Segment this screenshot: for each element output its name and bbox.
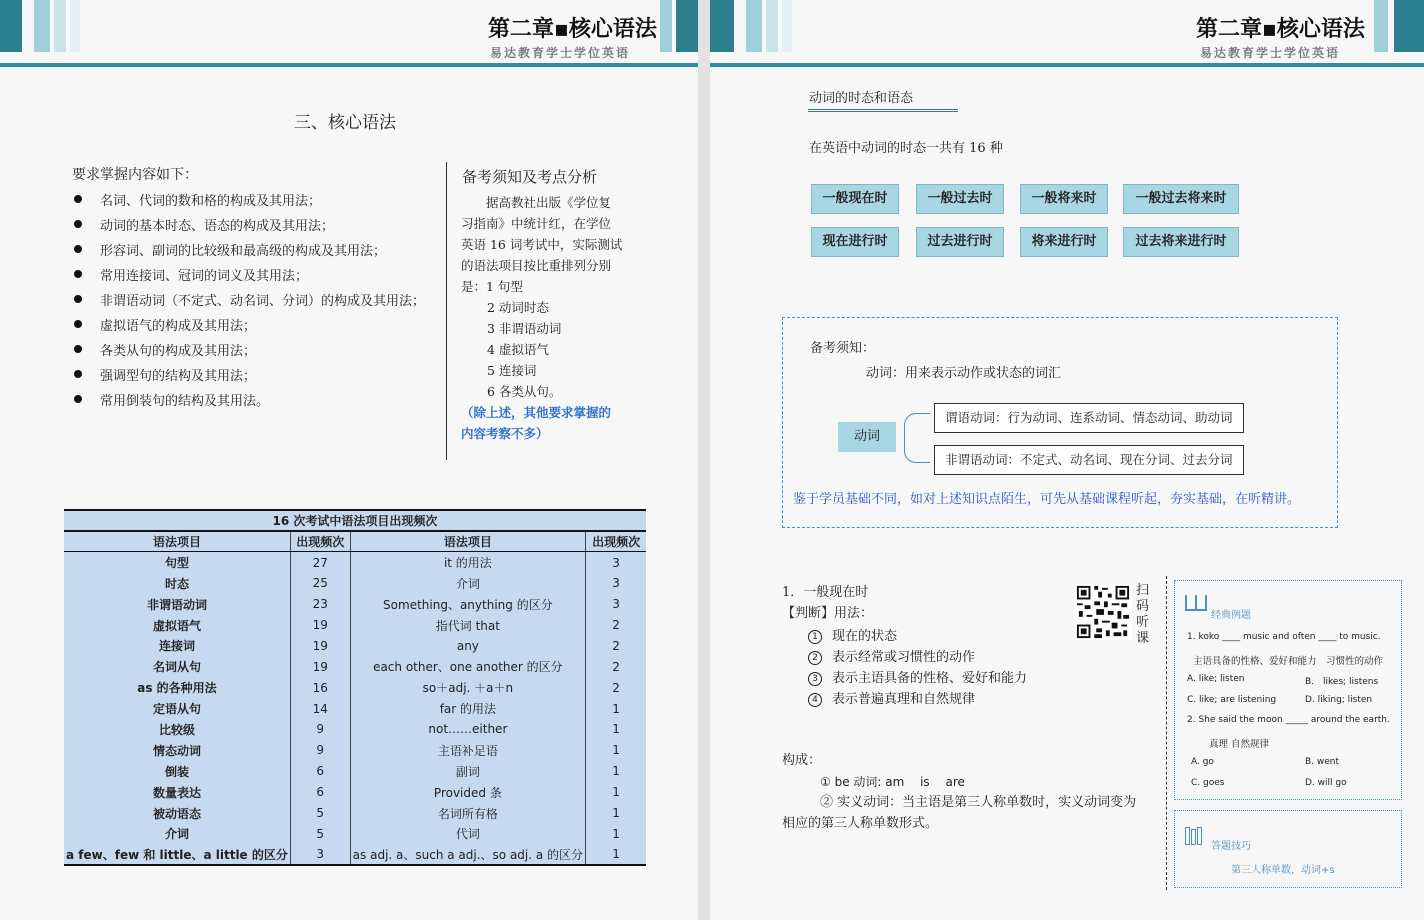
formation-heading: 构成： bbox=[782, 753, 822, 768]
requirement-item bbox=[72, 315, 425, 340]
usage-heading: 【判断】用法： bbox=[782, 606, 874, 621]
table-cell: 时态 bbox=[164, 576, 189, 591]
requirements-heading: 要求掌握内容如下： bbox=[72, 167, 198, 183]
number-badge: 4 bbox=[808, 693, 822, 707]
nonfinite-verb-category: 非谓语动词：不定式、动名词、现在分词、过去分词 bbox=[934, 445, 1244, 475]
table-cell: Provided 条 bbox=[350, 782, 586, 803]
example-option: C. goes bbox=[1191, 778, 1225, 788]
table-cell: it 的用法 bbox=[350, 552, 586, 573]
table-row bbox=[64, 782, 646, 803]
table-cell: 9 bbox=[290, 740, 350, 761]
example-option: A. like; listen bbox=[1187, 674, 1245, 684]
table-cell: 19 bbox=[290, 635, 350, 656]
table-cell: 23 bbox=[290, 594, 350, 615]
analysis-line: 习指南》中统计红，在学位 bbox=[461, 216, 612, 231]
analysis-item: 5 连接词 bbox=[487, 363, 537, 378]
frequency-table bbox=[64, 509, 646, 866]
bullet-icon bbox=[74, 270, 82, 278]
table-cell: as adj. a、such a adj.、so adj. a 的区分 bbox=[350, 844, 586, 865]
table-cell: 1 bbox=[586, 782, 646, 803]
table-cell: 名词所有格 bbox=[350, 803, 586, 824]
exam-notes-heading: 备考须知： bbox=[810, 341, 876, 356]
table-cell: 27 bbox=[290, 552, 350, 573]
example-question: 1. koko ____ music and often ____ to music. bbox=[1187, 632, 1381, 642]
table-cell: 句型 bbox=[164, 556, 189, 571]
table-cell: 16 bbox=[290, 677, 350, 698]
topic-title: 动词的时态和语态 bbox=[809, 91, 914, 106]
header-title: 第二章▪核心语法 bbox=[1196, 17, 1365, 42]
page-header bbox=[710, 0, 1424, 70]
table-cell: 介词 bbox=[164, 827, 189, 842]
table-row bbox=[64, 698, 646, 719]
verb-label: 动词 bbox=[838, 422, 896, 452]
table-row bbox=[64, 740, 646, 761]
usage-text: 表示普遍真理和自然规律 bbox=[832, 692, 976, 707]
requirement-item bbox=[72, 190, 425, 215]
table-cell: not……either bbox=[350, 719, 586, 740]
usage-list bbox=[808, 626, 1027, 710]
table-cell: 2 bbox=[586, 635, 646, 656]
table-cell: 3 bbox=[586, 573, 646, 594]
table-cell: 介词 bbox=[350, 573, 586, 594]
column-divider bbox=[446, 162, 447, 460]
analysis-body bbox=[461, 192, 633, 444]
table-row bbox=[64, 677, 646, 698]
qr-caption: 扫码听课 bbox=[1136, 583, 1150, 646]
table-cell: 6 bbox=[290, 761, 350, 782]
table-cell: 2 bbox=[586, 615, 646, 636]
table-caption: 16 次考试中语法项目出现频次 bbox=[64, 510, 646, 531]
requirement-item bbox=[72, 390, 425, 415]
table-cell: 25 bbox=[290, 573, 350, 594]
requirement-item bbox=[72, 240, 425, 265]
table-cell: 1 bbox=[586, 719, 646, 740]
table-header: 出现频次 bbox=[290, 531, 350, 552]
finite-verb-category: 谓语动词：行为动词、连系动词、情态动词、助动词 bbox=[934, 403, 1244, 433]
table-cell: 3 bbox=[290, 844, 350, 865]
example-panel bbox=[1174, 580, 1402, 800]
formation-verb-cont: 相应的第三人称单数形式。 bbox=[782, 816, 939, 831]
table-row bbox=[64, 761, 646, 782]
brace-connector bbox=[904, 413, 930, 463]
table-cell: 虚拟语气 bbox=[152, 618, 201, 633]
table-row bbox=[64, 823, 646, 844]
analysis-heading: 备考须知及考点分析 bbox=[462, 168, 598, 186]
number-badge: 3 bbox=[808, 672, 822, 686]
analysis-item: 3 非谓语动词 bbox=[487, 321, 562, 336]
table-cell: 1 bbox=[586, 803, 646, 824]
number-badge: 1 bbox=[808, 630, 822, 644]
tense-box: 一般现在时 bbox=[811, 184, 899, 214]
table-cell: 数量表达 bbox=[152, 785, 201, 800]
table-cell: 6 bbox=[290, 782, 350, 803]
analysis-line: 的语法项目按比重排列分别 bbox=[461, 258, 612, 273]
right-page bbox=[710, 0, 1424, 920]
table-row bbox=[64, 635, 646, 656]
table-cell: 1 bbox=[586, 823, 646, 844]
requirement-text: 名词、代词的数和格的构成及其用法； bbox=[100, 194, 322, 209]
bullet-icon bbox=[74, 195, 82, 203]
tense-box: 一般过去时 bbox=[916, 184, 1004, 214]
bullet-icon bbox=[74, 220, 82, 228]
requirement-text: 非谓语动词（不定式、动名词、分词）的构成及其用法； bbox=[100, 294, 426, 309]
analysis-item: 2 动词时态 bbox=[487, 300, 549, 315]
tense-box: 一般将来时 bbox=[1020, 184, 1108, 214]
tip-text: 第三人称单数，动词+s bbox=[1231, 865, 1335, 876]
example-option: B． likes; listens bbox=[1305, 677, 1379, 687]
table-cell: as 的各种用法 bbox=[137, 681, 217, 696]
table-header: 语法项目 bbox=[64, 531, 290, 552]
tense-box: 过去进行时 bbox=[916, 227, 1004, 257]
bullet-icon bbox=[74, 395, 82, 403]
table-cell: 3 bbox=[586, 552, 646, 573]
simple-present-heading: 1．一般现在时 bbox=[782, 585, 869, 600]
table-row bbox=[64, 594, 646, 615]
table-cell: 代词 bbox=[350, 823, 586, 844]
formation-verb: ② 实义动词：当主语是第三人称单数时，实义动词变为 bbox=[820, 795, 1137, 810]
tip-title: 答题技巧 bbox=[1211, 841, 1251, 852]
usage-text: 表示经常或习惯性的动作 bbox=[832, 650, 976, 665]
table-cell: Something、anything 的区分 bbox=[350, 594, 586, 615]
analysis-item: 6 各类从句。 bbox=[487, 384, 562, 399]
usage-text: 现在的状态 bbox=[832, 629, 898, 644]
table-cell: 名词从句 bbox=[152, 660, 201, 675]
table-row bbox=[64, 719, 646, 740]
table-cell: a few、few 和 little、a little 的区分 bbox=[64, 844, 290, 865]
table-cell: so＋adj. ＋a＋n bbox=[350, 677, 586, 698]
table-row bbox=[64, 656, 646, 677]
table-row bbox=[64, 803, 646, 824]
example-option: A. go bbox=[1191, 757, 1214, 767]
usage-item bbox=[808, 647, 1027, 668]
requirement-text: 常用连接词、冠词的词义及其用法； bbox=[100, 269, 309, 284]
table-cell: 19 bbox=[290, 615, 350, 636]
table-cell: far 的用法 bbox=[350, 698, 586, 719]
table-cell: any bbox=[350, 635, 586, 656]
requirement-item bbox=[72, 365, 425, 390]
requirement-text: 形容词、副词的比较级和最高级的构成及其用法； bbox=[100, 244, 387, 259]
table-cell: 1 bbox=[586, 698, 646, 719]
requirement-item bbox=[72, 340, 425, 365]
tense-box: 将来进行时 bbox=[1020, 227, 1108, 257]
table-cell: 主语补足语 bbox=[350, 740, 586, 761]
section-title: 三、核心语法 bbox=[294, 113, 396, 133]
table-cell: 14 bbox=[290, 698, 350, 719]
requirement-text: 常用倒装句的结构及其用法。 bbox=[100, 394, 270, 409]
header-subtitle: 易达教育学士学位英语 bbox=[490, 46, 631, 60]
bullet-icon bbox=[74, 295, 82, 303]
table-cell: 2 bbox=[586, 656, 646, 677]
usage-text: 表示主语具备的性格、爱好和能力 bbox=[832, 671, 1028, 686]
bullet-icon bbox=[74, 320, 82, 328]
analysis-line: 英语 16 词考试中，实际测试 bbox=[461, 237, 623, 252]
usage-item bbox=[808, 626, 1027, 647]
tense-intro: 在英语中动词的时态一共有 16 种 bbox=[809, 141, 1003, 156]
table-cell: 非谓语动词 bbox=[146, 597, 207, 612]
analysis-note: 内容考察不多） bbox=[461, 426, 549, 441]
table-row bbox=[64, 552, 646, 573]
table-row bbox=[64, 573, 646, 594]
table-cell: 5 bbox=[290, 823, 350, 844]
tense-box: 过去将来进行时 bbox=[1123, 227, 1239, 257]
number-badge: 2 bbox=[808, 651, 822, 665]
requirement-text: 动词的基本时态、语态的构成及其用法； bbox=[100, 219, 335, 234]
example-option: B. went bbox=[1305, 757, 1340, 767]
analysis-note: （除上述，其他要求掌握的 bbox=[461, 405, 612, 420]
example-question: 2. She said the moon _____ around the earth. bbox=[1187, 715, 1390, 725]
example-option: C. like; are listening bbox=[1187, 695, 1277, 705]
tip-panel bbox=[1174, 810, 1402, 888]
table-row bbox=[64, 844, 646, 865]
analysis-line: 据高教社出版《学位复 bbox=[461, 195, 612, 210]
bullet-icon bbox=[74, 370, 82, 378]
table-cell: 2 bbox=[586, 677, 646, 698]
analysis-item: 4 虚拟语气 bbox=[487, 342, 549, 357]
table-cell: 定语从句 bbox=[152, 702, 201, 717]
table-header: 语法项目 bbox=[350, 531, 586, 552]
table-cell: 1 bbox=[586, 761, 646, 782]
table-cell: each other、one another 的区分 bbox=[350, 656, 586, 677]
requirement-item bbox=[72, 215, 425, 240]
table-header: 出现频次 bbox=[586, 531, 646, 552]
tense-box: 一般过去将来时 bbox=[1123, 184, 1239, 214]
left-page bbox=[0, 0, 698, 920]
bullet-icon bbox=[74, 245, 82, 253]
requirement-text: 强调型句的结构及其用法； bbox=[100, 369, 257, 384]
book-icon bbox=[1185, 595, 1207, 611]
table-cell: 5 bbox=[290, 803, 350, 824]
table-cell: 连接词 bbox=[158, 639, 195, 654]
table-cell: 19 bbox=[290, 656, 350, 677]
table-cell: 被动语态 bbox=[152, 806, 201, 821]
header-subtitle: 易达教育学士学位英语 bbox=[1200, 46, 1341, 60]
usage-item bbox=[808, 689, 1027, 710]
table-cell: 倒装 bbox=[164, 764, 189, 779]
requirement-text: 虚拟语气的构成及其用法； bbox=[100, 319, 257, 334]
study-advice: 鉴于学员基础不同，如对上述知识点陌生，可先从基础课程听起，夯实基础，在听精讲。 bbox=[793, 492, 1301, 507]
table-cell: 副词 bbox=[350, 761, 586, 782]
verb-definition: 动词：用来表示动作或状态的词汇 bbox=[866, 366, 1062, 381]
example-option: D. will go bbox=[1305, 778, 1347, 788]
table-cell: 比较级 bbox=[158, 722, 195, 737]
bullet-icon bbox=[74, 345, 82, 353]
requirement-item bbox=[72, 265, 425, 290]
table-cell: 3 bbox=[586, 594, 646, 615]
example-option: D. liking; listen bbox=[1305, 695, 1373, 705]
requirements-list bbox=[72, 190, 425, 415]
requirement-text: 各类从句的构成及其用法； bbox=[100, 344, 257, 359]
table-cell: 1 bbox=[586, 740, 646, 761]
table-cell: 1 bbox=[586, 844, 646, 865]
table-cell: 9 bbox=[290, 719, 350, 740]
analysis-line: 是：1 句型 bbox=[461, 279, 523, 294]
requirement-item bbox=[72, 290, 425, 315]
tense-box: 现在进行时 bbox=[811, 227, 899, 257]
books-icon bbox=[1185, 825, 1207, 845]
page-header bbox=[0, 0, 698, 70]
usage-item bbox=[808, 668, 1027, 689]
header-title: 第二章▪核心语法 bbox=[488, 17, 657, 42]
example-note: 主语具备的性格、爱好和能力 习惯性的动作 bbox=[1193, 656, 1384, 667]
table-cell: 指代词 that bbox=[350, 615, 586, 636]
qr-code-icon[interactable] bbox=[1074, 584, 1132, 640]
table-cell: 情态动词 bbox=[152, 743, 201, 758]
formation-be: ① be 动词: am is are bbox=[820, 775, 965, 789]
example-title: 经典例题 bbox=[1211, 610, 1251, 621]
table-row bbox=[64, 615, 646, 636]
example-note: 真理 自然规律 bbox=[1209, 739, 1270, 750]
